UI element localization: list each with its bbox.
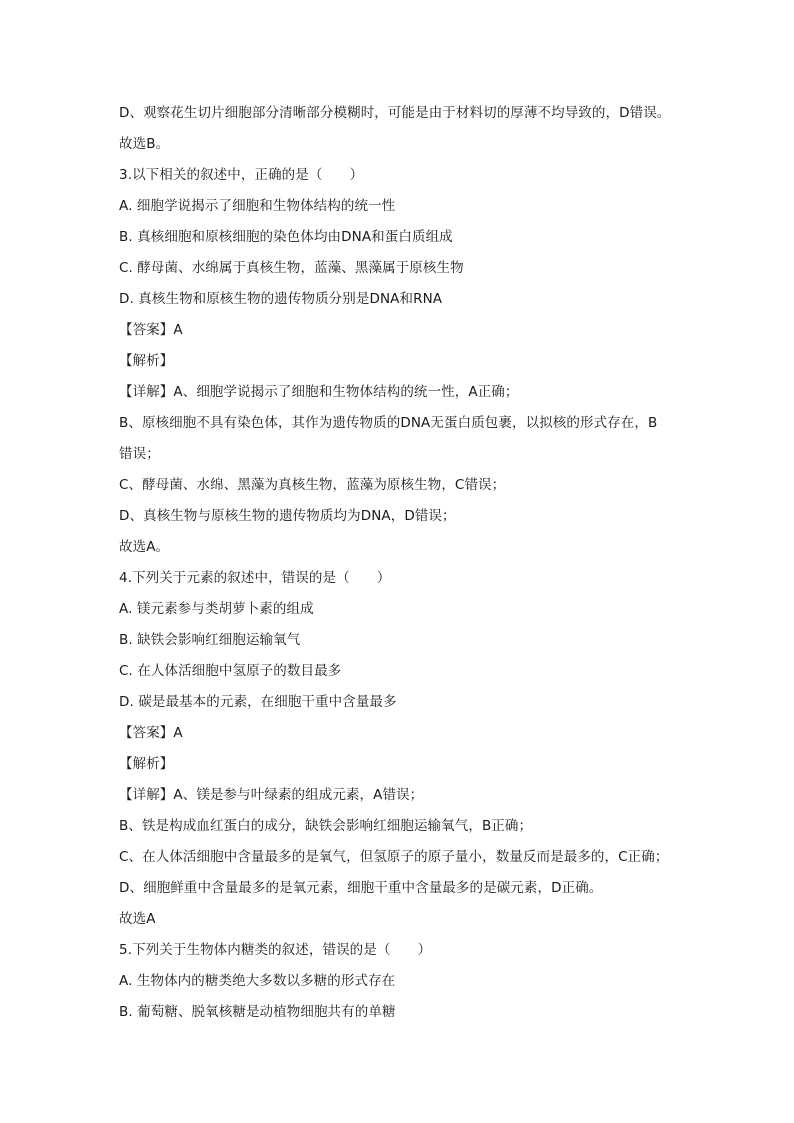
question-option: C. 在人体活细胞中氢原子的数目最多 bbox=[119, 663, 342, 679]
question-stem: 4.下列关于元素的叙述中，错误的是（ ） bbox=[119, 570, 391, 586]
detail-text: C、在人体活细胞中含量最多的是氧气，但氢原子的原子量小，数量反而是最多的，C正确； bbox=[119, 849, 669, 865]
detail-text: B、原核细胞不具有染色体，其作为遗传物质的DNA无蛋白质包裹，以拟核的形式存在，B bbox=[119, 415, 658, 431]
question-option: A. 镁元素参与类胡萝卜素的组成 bbox=[119, 601, 314, 617]
detail-text: C、酵母菌、水绵、黑藻为真核生物，蓝藻为原核生物，C错误； bbox=[119, 477, 506, 493]
detail-text: B、铁是构成血红蛋白的成分，缺铁会影响红细胞运输氧气，B正确； bbox=[119, 818, 533, 834]
detail-text: 故选A bbox=[119, 911, 156, 927]
question-stem: 3.以下相关的叙述中，正确的是（ ） bbox=[119, 167, 364, 183]
analysis-label: 【解析】 bbox=[119, 756, 174, 772]
text-line: D、观察花生切片细胞部分清晰部分模糊时，可能是由于材料切的厚薄不均导致的，D错误。 bbox=[119, 105, 671, 121]
detail-text: 故选A。 bbox=[119, 539, 170, 555]
detail-text: 错误； bbox=[119, 446, 160, 462]
answer-label: 【答案】A bbox=[119, 725, 183, 741]
detail-text: D、细胞鲜重中含量最多的是氧元素，细胞干重中含量最多的是碳元素，D正确。 bbox=[119, 880, 603, 896]
analysis-label: 【解析】 bbox=[119, 353, 174, 369]
detail-text: 【详解】A、细胞学说揭示了细胞和生物体结构的统一性，A正确； bbox=[119, 384, 519, 400]
question-option: A. 生物体内的糖类绝大多数以多糖的形式存在 bbox=[119, 973, 396, 989]
detail-text: D、真核生物与原核生物的遗传物质均为DNA，D错误； bbox=[119, 508, 456, 524]
question-option: A. 细胞学说揭示了细胞和生物体结构的统一性 bbox=[119, 198, 396, 214]
question-option: B. 葡萄糖、脱氧核糖是动植物细胞共有的单糖 bbox=[119, 1004, 396, 1020]
answer-label: 【答案】A bbox=[119, 322, 183, 338]
detail-text: 【详解】A、镁是参与叶绿素的组成元素，A错误； bbox=[119, 787, 424, 803]
question-option: C. 酵母菌、水绵属于真核生物，蓝藻、黑藻属于原核生物 bbox=[119, 260, 464, 276]
question-option: D. 真核生物和原核生物的遗传物质分别是DNA和RNA bbox=[119, 291, 443, 307]
question-option: D. 碳是最基本的元素，在细胞干重中含量最多 bbox=[119, 694, 397, 710]
question-option: B. 真核细胞和原核细胞的染色体均由DNA和蛋白质组成 bbox=[119, 229, 453, 245]
text-line: 故选B。 bbox=[119, 136, 170, 152]
question-stem: 5.下列关于生物体内糖类的叙述，错误的是（ ） bbox=[119, 942, 432, 958]
question-option: B. 缺铁会影响红细胞运输氧气 bbox=[119, 632, 301, 648]
